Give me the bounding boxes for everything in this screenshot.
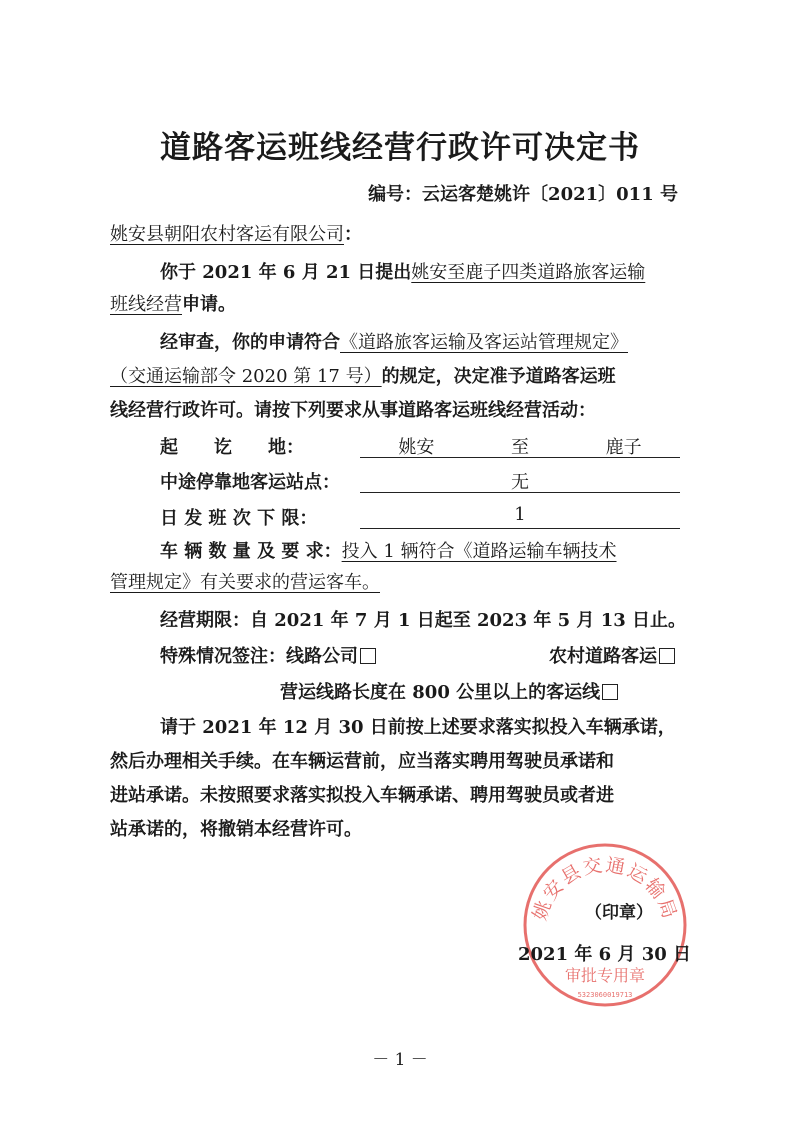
document-number: 编号：云运客楚姚许〔2021〕011 号 [368,184,678,205]
vehicles-label: 车 辆 数 量 及 要 求： [160,541,342,562]
origin-destination-value: 姚安 至 鹿子 [360,433,680,458]
regulation-reference: （交通运输部令 2020 第 17 号） [110,366,382,387]
closing-line-3: 进站承诺。未按照要求落实拟投入车辆承诺、聘用驾驶员或者进 [110,785,614,806]
closing-line-4: 站承诺的，将撤销本经营许可。 [110,819,362,840]
stops-label: 中途停靠地客运站点： [160,472,340,493]
daily-trips-row [160,504,680,530]
closing-line-1: 请于 2021 年 12 月 30 日前按上述要求落实拟投入车辆承诺， [160,717,676,738]
paragraph-2-line-3: 线经营行政许可。请按下列要求从事道路客运班线经营活动： [110,400,596,421]
closing-line-2: 然后办理相关手续。在车辆运营前，应当落实聘用驾驶员承诺和 [110,751,614,772]
paragraph-1-line-2: 班线经营申请。 [110,294,236,315]
official-seal-stamp [515,835,695,1015]
special-notes-line-2: 营运线路长度在 800 公里以上的客运线 [280,680,680,706]
issue-date: 2021 年 6 月 30 日 [518,944,692,965]
origin-destination-row [160,433,680,459]
stops-value: 无 [360,468,680,493]
document-title: 道路客运班线经营行政许可决定书 [160,130,640,166]
paragraph-1-line-1: 你于 2021 年 6 月 21 日提出姚安至鹿子四类道路旅客运输 [160,262,646,283]
stops-row [160,468,680,494]
rural-road-checkbox [659,648,675,664]
daily-trips-value: 1 [360,504,680,529]
recipient-name: 姚安县朝阳农村客运有限公司 [110,224,344,245]
special-notes-line-1: 特殊情况签注：线路公司 农村道路客运 [160,644,675,670]
page-number: － 1 － [372,1050,428,1070]
paragraph-2-line-2: （交通运输部令 2020 第 17 号）的规定，决定准予道路客运班 [110,366,616,387]
vehicles-line-1: 车 辆 数 量 及 要 求：投入 1 辆符合《道路运输车辆技术 [160,541,617,562]
svg-text:5323060019713: 5323060019713 [577,991,633,999]
daily-trips-label: 日 发 班 次 下 限： [160,508,318,529]
paragraph-2-line-1: 经审查，你的申请符合《道路旅客运输及客运站管理规定》 [160,332,628,353]
line-company-checkbox [360,648,376,664]
long-distance-checkbox [602,684,618,700]
operating-period: 经营期限：自 2021 年 7 月 1 日起至 2023 年 5 月 13 日止。 [160,610,687,631]
svg-text:姚安县交通运输局: 姚安县交通运输局 [528,853,682,924]
seal-label: （印章） [585,903,653,923]
vehicles-line-2: 管理规定》有关要求的营运客车。 [110,572,380,593]
regulation-name: 《道路旅客运输及客运站管理规定》 [340,332,628,353]
svg-text:审批专用章: 审批专用章 [564,966,646,985]
recipient-line: 姚安县朝阳农村客运有限公司： [110,224,362,245]
application-subject: 姚安至鹿子四类道路旅客运输 [411,262,646,283]
origin-destination-label: 起 讫 地： [160,437,304,458]
